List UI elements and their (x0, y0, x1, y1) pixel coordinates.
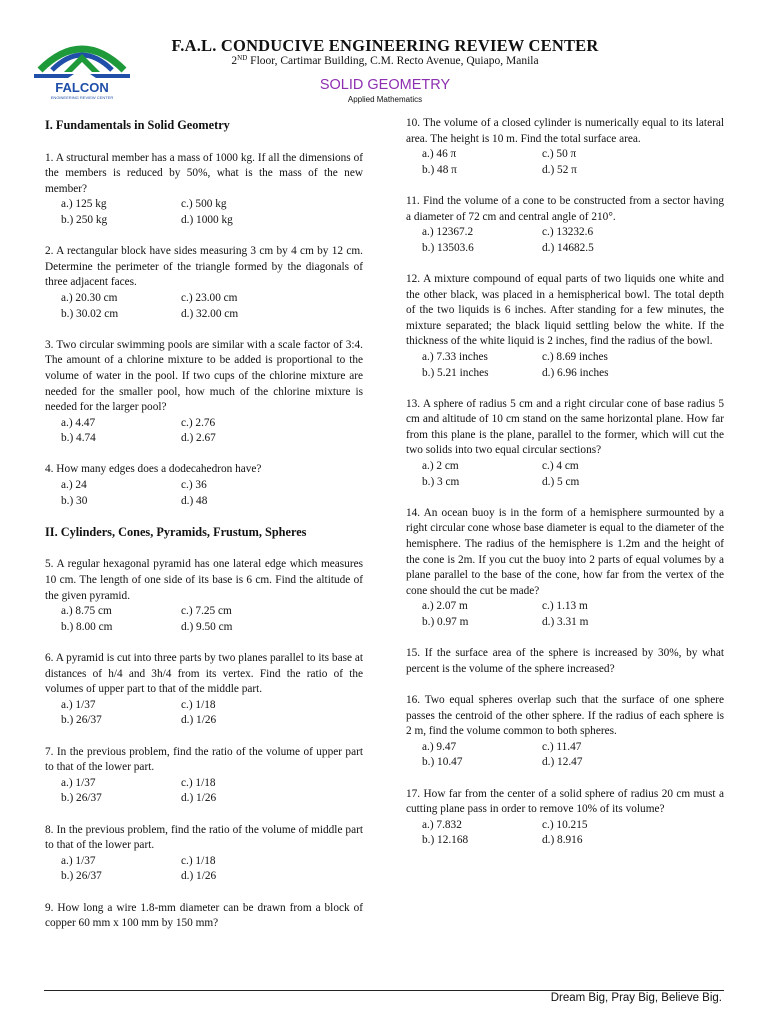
choices (45, 854, 363, 885)
question-text: 16. Two equal spheres overlap such that the surface of one sphere passes the centroid of the other sphere. If the radius of each sphere is 2 m, find the volume common to both spheres. (406, 693, 724, 738)
question-text: 17. How far from the center of a solid sphere of radius 20 cm must a cutting plane pass in order to remove 10% of its volume? (406, 787, 724, 816)
choices (406, 147, 724, 178)
choice-b: b.) 0.97 m (422, 616, 469, 628)
choice-d: d.) 48 (181, 494, 208, 507)
question-10 (406, 116, 724, 178)
question-5 (45, 557, 363, 635)
choice-c: c.) 2.76 (181, 416, 216, 429)
question-9 (45, 901, 363, 932)
choice-b: b.) 30 (61, 494, 88, 507)
question-12 (406, 272, 724, 381)
choice-b: b.) 10.47 (422, 756, 463, 769)
choice-a: a.) 8.75 cm (61, 605, 112, 618)
choice-d: d.) 5 cm (542, 475, 580, 488)
choice-a: a.) 2 cm (422, 460, 459, 473)
choice-d: d.) 1/26 (181, 792, 217, 805)
choices (406, 459, 724, 490)
choice-d: d.) 8.916 (542, 834, 583, 847)
question-15 (406, 646, 724, 677)
choice-b: b.) 30.02 cm (61, 307, 119, 320)
choice-d: d.) 9.50 cm (181, 620, 233, 633)
footer-divider (44, 990, 724, 991)
choice-a: a.) 7.832 (422, 818, 462, 831)
question-text: 8. In the previous problem, find the ratio of the volume of middle part to that of the lower part. (45, 823, 363, 852)
choices (45, 776, 363, 807)
choices (406, 225, 724, 256)
footer-tagline: Dream Big, Pray Big, Believe Big. (550, 992, 722, 1004)
choices (406, 740, 724, 771)
subject-subtitle: Applied Mathematics (347, 95, 423, 104)
choice-d: d.) 2.67 (181, 432, 216, 445)
question-17 (406, 787, 724, 849)
question-text: 11. Find the volume of a cone to be constructed from a sector having a diameter of 72 cm and central angle of 210°. (406, 194, 724, 223)
page-header (0, 0, 768, 112)
choice-c: c.) 13232.6 (542, 226, 594, 239)
choice-b: b.) 48 π (422, 163, 457, 176)
choice-d: d.) 52 π (542, 163, 577, 176)
question-3 (45, 338, 363, 447)
choice-c: c.) 50 π (542, 148, 577, 161)
question-16 (406, 693, 724, 771)
question-6 (45, 651, 363, 729)
question-text: 4. How many edges does a dodecahedron have? (45, 463, 262, 476)
choice-a: a.) 1/37 (61, 776, 96, 789)
question-text: 13. A sphere of radius 5 cm and a right circular cone of base radius 5 cm and altitude of 10 cm stand on the same horizontal plane. How far from this plane is the plane, parallel to the former, which will cut the two solids into two equal circular sections? (406, 397, 724, 457)
choice-a: a.) 9.47 (422, 740, 457, 753)
question-2 (45, 244, 363, 322)
choices (45, 291, 363, 322)
address: 2ND Floor, Cartimar Building, C.M. Recto Avenue, Quiapo, Manila (231, 54, 539, 67)
question-14 (406, 506, 724, 631)
section-heading: II. Cylinders, Cones, Pyramids, Frustum, Spheres (45, 524, 307, 539)
choices (45, 604, 363, 635)
choice-b: b.) 5.21 inches (422, 366, 489, 379)
choice-a: a.) 1/37 (61, 854, 96, 867)
choice-a: a.) 7.33 inches (422, 350, 488, 363)
choice-a: a.) 125 kg (61, 198, 107, 211)
question-text: 15. If the surface area of the sphere is increased by 30%, by what percent is the volume of the sphere increased? (406, 647, 724, 675)
choice-d: d.) 3.31 m (542, 616, 589, 628)
choice-d: d.) 1/26 (181, 870, 217, 883)
choice-d: d.) 1/26 (181, 714, 217, 727)
question-7 (45, 745, 363, 807)
subject-title: SOLID GEOMETRY (319, 77, 451, 93)
svg-text:ENGINEERING REVIEW CENTER: ENGINEERING REVIEW CENTER (50, 95, 114, 100)
question-text: 1. A structural member has a mass of 1000 kg. If all the dimensions of the members is reduced by 50%, what is the mass of the new member? (45, 151, 363, 195)
choices (406, 350, 724, 381)
question-4 (45, 462, 363, 509)
choice-c: c.) 1.13 m (542, 600, 588, 613)
choice-c: c.) 10.215 (542, 818, 588, 831)
choice-a: a.) 2.07 m (422, 600, 468, 613)
choice-d: d.) 6.96 inches (542, 366, 609, 379)
choice-c: c.) 36 (181, 479, 207, 492)
choice-c: c.) 4 cm (542, 460, 579, 473)
choice-c: c.) 1/18 (181, 854, 216, 867)
choice-a: a.) 46 π (422, 148, 457, 161)
choice-d: d.) 14682.5 (542, 241, 594, 254)
choice-d: d.) 32.00 cm (181, 307, 239, 320)
choices (45, 197, 363, 228)
choice-c: c.) 500 kg (181, 198, 227, 211)
choice-c: c.) 1/18 (181, 698, 216, 711)
section-heading: I. Fundamentals in Solid Geometry (45, 118, 230, 132)
choice-b: b.) 26/37 (61, 870, 102, 883)
question-8 (45, 823, 363, 885)
choices (406, 599, 724, 630)
question-text: 2. A rectangular block have sides measuring 3 cm by 4 cm by 12 cm. Determine the perimeter of the triangle formed by the diagonals of three adjacent faces. (45, 245, 363, 289)
choice-b: b.) 8.00 cm (61, 620, 113, 633)
question-text: 14. An ocean buoy is in the form of a hemisphere surmounted by a right circular cone whose base diameter is equal to the diameter of the hemisphere. The radius of the hemisphere is 1.2m and the height of the cone is 2m. If you cut the buoy into 2 parts of equal volumes by a plane parallel to the base of the cone, how far from the vertex of the cone should the cut be made? (406, 506, 724, 597)
page-title: F.A.L. CONDUCIVE ENGINEERING REVIEW CENTER (171, 36, 599, 55)
choice-b: b.) 3 cm (422, 475, 460, 488)
choice-c: c.) 1/18 (181, 776, 216, 789)
falcon-logo (34, 30, 130, 102)
question-13 (406, 397, 724, 491)
choices (45, 698, 363, 729)
choice-b: b.) 12.168 (422, 834, 469, 847)
choice-a: a.) 12367.2 (422, 226, 474, 239)
choice-a: a.) 20.30 cm (61, 291, 118, 304)
choice-c: c.) 23.00 cm (181, 291, 238, 304)
question-text: 12. A mixture compound of equal parts of two liquids one white and the other black, was placed in a hemispherical bowl. The total depth of the two liquids is 6 inches. After standing for a few minutes, the mixture separated; the black liquid settling below the white. If the thickness of the white liquid is 2 inches, find the radius of the bowl. (406, 272, 724, 348)
choices (45, 478, 363, 509)
choice-b: b.) 13503.6 (422, 241, 474, 254)
question-text: 7. In the previous problem, find the ratio of the volume of upper part to that of the lower part. (45, 745, 363, 774)
choice-d: d.) 1000 kg (181, 213, 233, 226)
right-column (406, 116, 724, 865)
choice-c: c.) 8.69 inches (542, 350, 608, 363)
choice-a: a.) 24 (61, 479, 87, 492)
question-text: 3. Two circular swimming pools are similar with a scale factor of 3:4. The amount of a chlorine mixture to be added is proportional to the volume of water in the pool. If two cups of the chlorine mixture are needed for the smaller pool, how much of the chlorine mixture is needed for the larger pool? (45, 338, 363, 414)
choice-c: c.) 7.25 cm (181, 605, 232, 618)
question-text: 6. A pyramid is cut into three parts by two planes parallel to its base at distances of h/4 and 3h/4 from its vertex. Find the ratio of the volumes of upper part to that of the middle part. (45, 652, 363, 696)
question-11 (406, 194, 724, 256)
question-text: 5. A regular hexagonal pyramid has one lateral edge which measures 10 cm. The length of one side of its base is 6 cm. Find the altitude of the given pyramid. (45, 558, 363, 602)
choice-a: a.) 4.47 (61, 416, 96, 429)
choice-b: b.) 4.74 (61, 432, 96, 445)
question-text: 10. The volume of a closed cylinder is numerically equal to its lateral area. The height is 10 m. Find the total surface area. (406, 117, 724, 145)
choice-d: d.) 12.47 (542, 756, 583, 769)
question-1 (45, 151, 363, 229)
choice-b: b.) 250 kg (61, 213, 108, 226)
left-column (45, 116, 363, 947)
choice-b: b.) 26/37 (61, 714, 102, 727)
choice-a: a.) 1/37 (61, 698, 96, 711)
svg-text:FALCON: FALCON (55, 80, 109, 95)
choices (406, 818, 724, 849)
question-text: 9. How long a wire 1.8-mm diameter can be drawn from a block of copper 60 mm x 100 mm by 150 mm? (45, 901, 363, 930)
choices (45, 416, 363, 447)
choice-b: b.) 26/37 (61, 792, 102, 805)
choice-c: c.) 11.47 (542, 740, 582, 753)
